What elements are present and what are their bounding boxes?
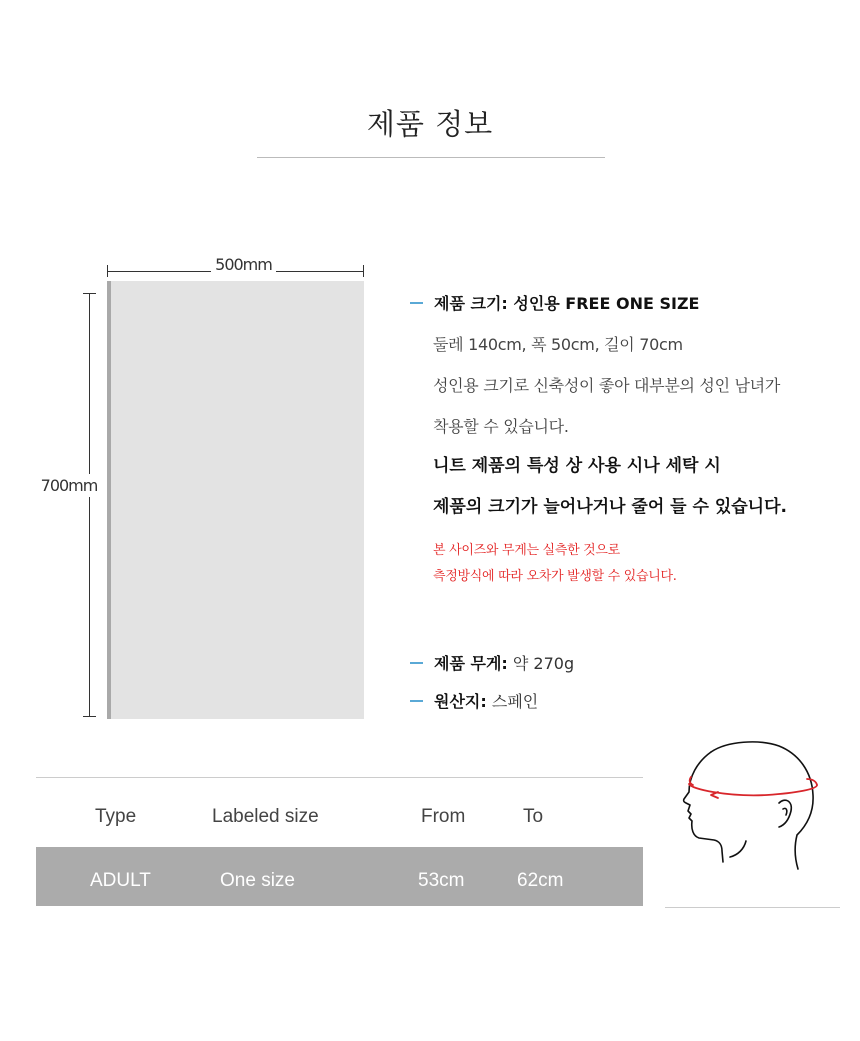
width-dimension-tick-right (363, 265, 364, 277)
description-line-2: 착용할 수 있습니다. (433, 417, 569, 436)
height-dimension-tick-bottom (83, 716, 96, 717)
table-header-to: To (523, 806, 544, 827)
origin-label: 원산지: (434, 692, 487, 711)
page-title: 제품 정보 (366, 107, 494, 141)
table-header-labeled-size: Labeled size (212, 806, 319, 827)
height-dimension-tick-top (83, 293, 96, 294)
origin-row (410, 689, 538, 712)
measurement-note-line-1: 본 사이즈와 무게는 실측한 것으로 (433, 543, 620, 558)
width-dimension-label: 500mm (211, 255, 276, 274)
height-dimension-label: 700mm (38, 474, 100, 497)
measurement-note-line-2: 측정방식에 따라 오차가 발생할 수 있습니다. (433, 569, 677, 584)
warning-line-1: 니트 제품의 특성 상 사용 시나 세탁 시 (433, 456, 721, 476)
warning-line-2: 제품의 크기가 늘어나거나 줄어 들 수 있습니다. (433, 497, 787, 517)
weight-label: 제품 무게: (434, 654, 508, 673)
description-line-1: 성인용 크기로 신축성이 좋아 대부분의 성인 남녀가 (433, 376, 780, 395)
weight-row (410, 651, 574, 674)
weight-value: 약 270g (507, 654, 575, 673)
table-cell-from: 53cm (418, 870, 465, 891)
height-dimension-line (89, 293, 90, 717)
bullet-dash (410, 662, 423, 664)
table-header-from: From (421, 806, 466, 827)
bullet-dash (410, 700, 423, 702)
table-cell-labeled-size: One size (220, 870, 295, 891)
bullet-dash (410, 302, 423, 304)
table-header-type: Type (95, 806, 137, 827)
measurements-text: 둘레 140cm, 폭 50cm, 길이 70cm (433, 335, 683, 354)
table-cell-type: ADULT (90, 870, 151, 891)
head-circumference-icon (667, 737, 827, 887)
illustration-divider (665, 907, 840, 908)
size-heading-text: 제품 크기: 성인용 FREE ONE SIZE (434, 294, 700, 313)
origin-value: 스페인 (486, 692, 539, 711)
size-heading (410, 291, 699, 314)
product-shape (107, 281, 364, 719)
title-divider (257, 157, 605, 158)
table-cell-to: 62cm (517, 870, 564, 891)
table-top-divider (36, 777, 643, 778)
width-dimension-tick-left (107, 265, 108, 277)
